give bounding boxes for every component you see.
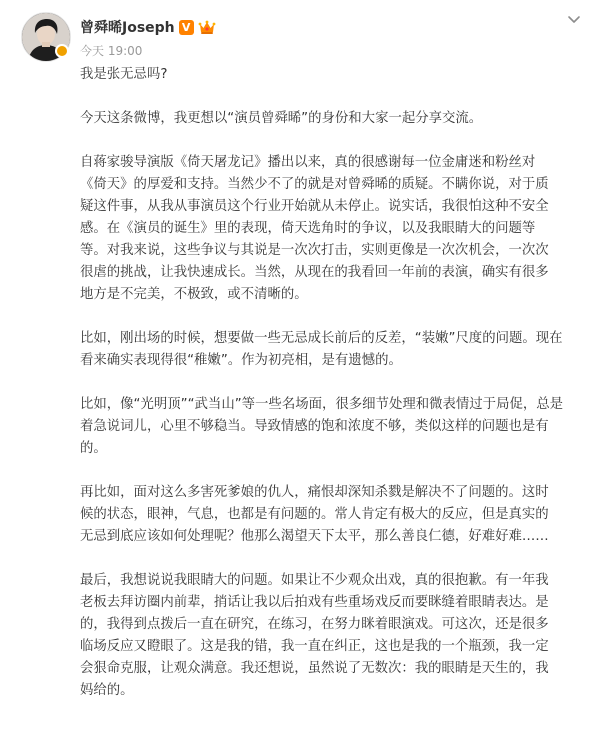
chevron-down-icon[interactable] [565, 10, 583, 28]
post-paragraph: 比如，像“光明顶”“武当山”等一些名场面，很多细节处理和微表情过于局促，总是 着急说词儿，心里不够稳当。导致情感的饱和浓度不够，类似这样的问题也是有 的。 [80, 397, 564, 456]
post-paragraph: 今天这条微博，我更想以“演员曾舜晞”的身份和大家一起分享交流。 [80, 111, 483, 126]
author-row [80, 16, 216, 38]
author-name[interactable]: 曾舜晞Joseph [80, 20, 175, 36]
post-paragraph: 比如，刚出场的时候，想要做一些无忌成长前后的反差，“装嫩”尺度的问题。现在 看来确实表现得很“稚嫩”。作为初亮相，是有遗憾的。 [80, 331, 563, 368]
verified-avatar-icon [55, 44, 69, 58]
post-paragraph: 自蒋家骏导演版《倚天屠龙记》播出以来，真的很感谢每一位金庸迷和粉丝对 《倚天》的厚爱和支持。当然少不了的就是对曾舜晞的质疑。不瞒你说，对于质 疑这件事，从我从事演员这个行业开始就从未停止。说实话，我很怕这种不安全 感。在《演员的诞生》里的表现，倚天选角时的争议，以及我眼睛大的问题等 等。对我来说，这些争议与其说是一次次打击，实则更像是一次次机会，一次次 很虐的挑战，让我快速成长。当然，从现在的我看回一年前的表演，确实有很多 地方是不完美，不极致，或不清晰的。 [80, 155, 549, 302]
verified-v-icon[interactable]: V [179, 20, 194, 35]
post-paragraph: 我是张无忌吗? [80, 67, 168, 82]
post-timestamp[interactable]: 今天 19:00 [80, 44, 143, 58]
post-body [80, 64, 585, 702]
post-paragraph: 再比如，面对这么多害死爹娘的仇人，痛恨却深知杀戮是解决不了问题的。这时 候的状态，眼神，气息，也都是有问题的。常人肯定有极大的反应，但是真实的 无忌到底应该如何处理呢？他那么渴望天下太平，那么善良仁德，好难好难…… [80, 485, 549, 544]
post-paragraph: 最后，我想说说我眼睛大的问题。如果让不少观众出戏，真的很抱歉。有一年我 老板去拜访圈内前辈，捎话让我以后拍戏有些重场戏反而要眯缝着眼睛表达。是 的，我得到点拨后一直在研究，在练习，在努力眯着眼演戏。可这次，还是很多 临场反应又瞪眼了。这是我的错，我一直在纠正，这也是我的一个瓶颈，我一定 会狠命克服，让观众满意。我还想说，虽然说了无数次：我的眼睛是天生的，我 妈给的。 [80, 573, 549, 698]
member-crown-icon[interactable] [198, 20, 216, 35]
